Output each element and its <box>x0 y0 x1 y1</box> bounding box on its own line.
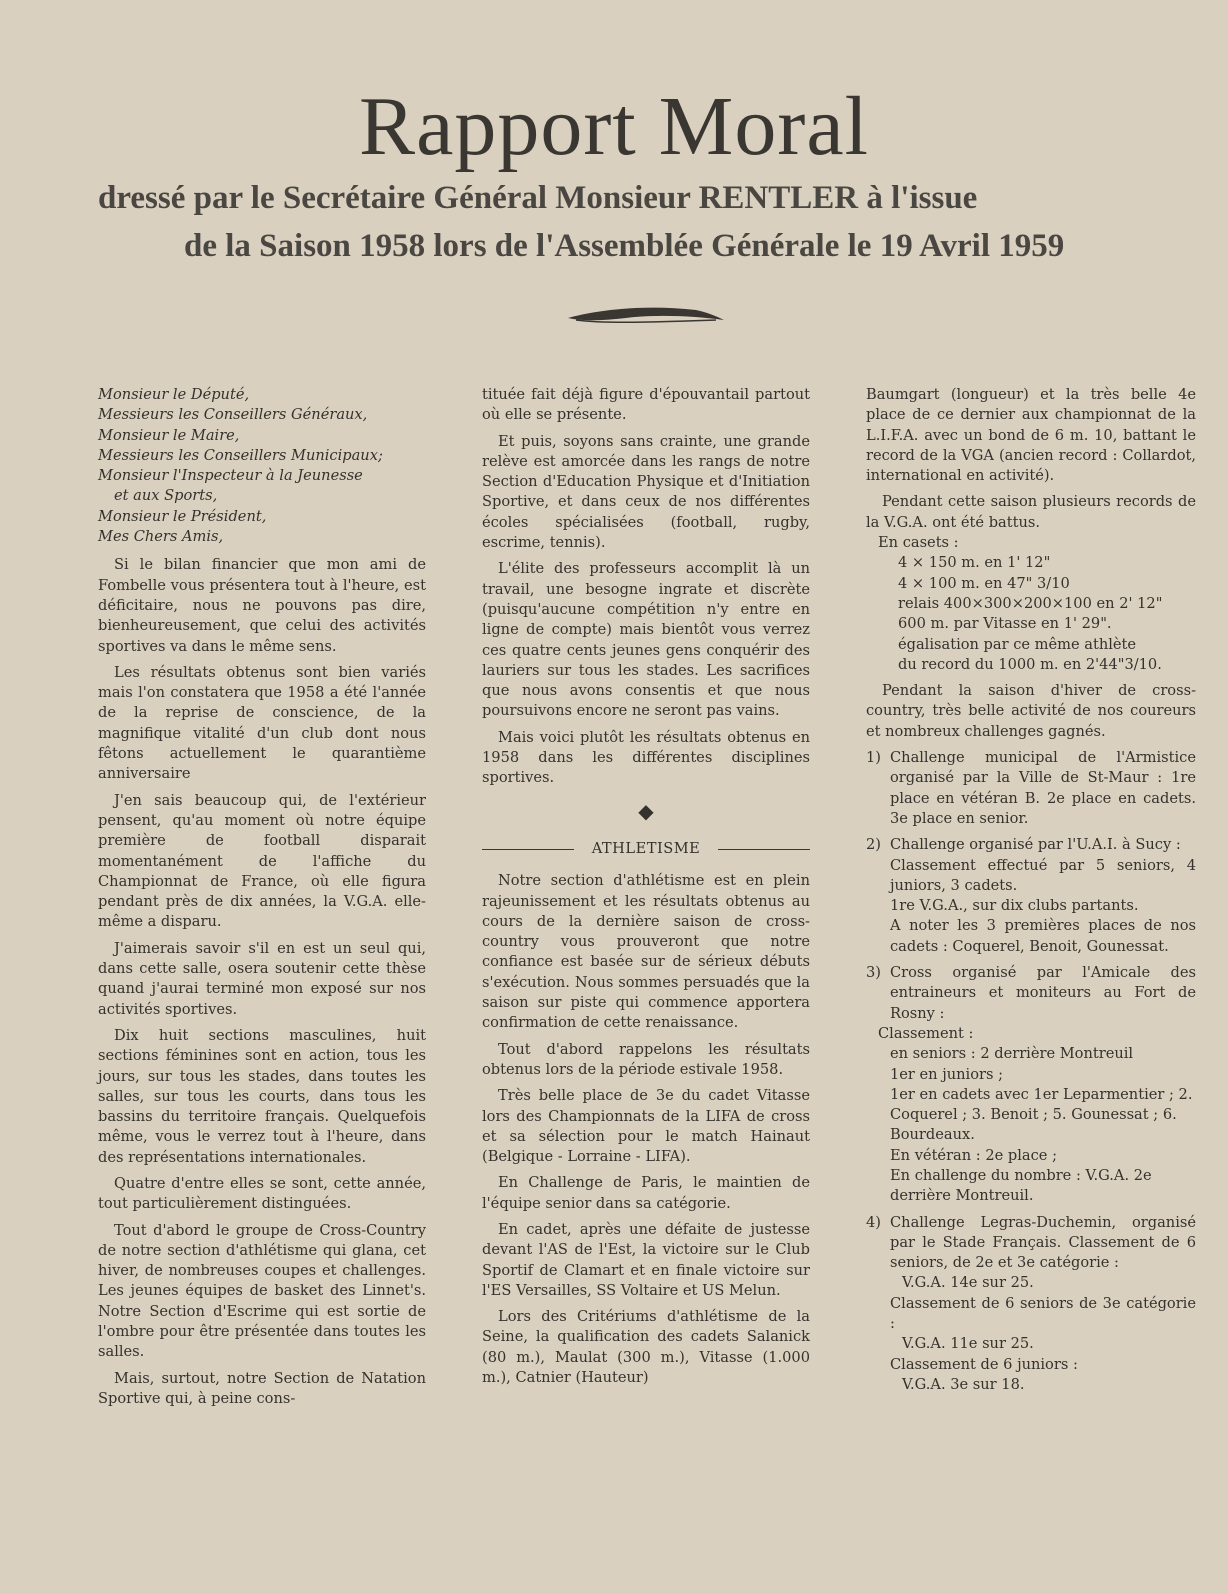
record-line: 4 × 100 m. en 47" 3/10 <box>898 574 1070 592</box>
paragraph: Baumgart (longueur) et la très belle 4e place de ce dernier aux championnat de la L.I.F.A. avec un bond de 6 m. 10, battant le record de la VGA (ancien record : Collardot, international en activité). <box>866 386 1196 485</box>
paragraph: L'élite des professeurs accomplit là un travail, une besogne ingrate et discrète (puisqu'aucune compétition n'y entre en ligne de compte) mais bientôt vous verrez ces quatre cents jeunes gens conquérir des lauriers sur tous les stades. Les sacrifices que nous avons consentis et que nous poursuivons encore ne seront pas vains. <box>482 560 810 720</box>
record-line: égalisation par ce même athlète <box>898 635 1137 653</box>
list-text: V.G.A. 11e sur 25. <box>902 1335 1034 1353</box>
list-number: 2) <box>866 836 881 854</box>
record-line: 4 × 150 m. en 1' 12" <box>898 554 1051 572</box>
list-item <box>866 748 1196 829</box>
paragraph: J'aimerais savoir s'il en est un seul qui, dans cette salle, osera soutenir cette thèse quand j'aurai terminé mon exposé sur nos activités sportives. <box>98 939 426 1018</box>
list-text: Cross organisé par l'Amicale des entraineurs et moniteurs au Fort de Rosny : <box>890 964 1196 1022</box>
paragraph: Lors des Critériums d'athlétisme de la Seine, la qualification des cadets Salanick (80 m.), Maulat (300 m.), Vitasse (1.000 m.), Catnier (Hauteur) <box>482 1308 810 1387</box>
paragraph: Et puis, soyons sans crainte, une grande relève est amorcée dans les rangs de notre Section d'Education Physique et d'Initiation Sportive, et dans ceux de nos différentes écoles spécialisées (football, rugby, escrime, tennis). <box>482 432 810 552</box>
ranking-details <box>866 1024 1196 1207</box>
record-line: du record du 1000 m. en 2'44"3/10. <box>898 655 1162 673</box>
diamond-icon: ◆ <box>638 798 654 823</box>
paragraph: Mais voici plutôt les résultats obtenus en 1958 dans les différentes disciplines sportives. <box>482 728 810 787</box>
paragraph: Tout d'abord le groupe de Cross-Country de notre section d'athlétisme qui glana, cet hiver, de nombreuses coupes et challenges. Les jeunes équipes de basket des Linnet's. Notre Section d'Escrime qui est sortie de l'ombre pour être présentée dans toutes les salles. <box>98 1221 426 1361</box>
list-text: Challenge municipal de l'Armistice organisé par la Ville de St-Maur : 1re place en vétéran B. 2e place en cadets. 3e place en senior. <box>890 749 1196 827</box>
list-text: 1re V.G.A., sur dix clubs partants. <box>890 897 1139 915</box>
list-number: 3) <box>866 964 881 982</box>
paragraph: Pendant la saison d'hiver de cross-country, très belle activité de nos coureurs et nombreux challenges gagnés. <box>866 682 1196 740</box>
detail-line: 1er en juniors ; <box>890 1065 1004 1083</box>
list-text: Challenge Legras-Duchemin, organisé par le Stade Français. Classement de 6 seniors, de 2e et 3e catégorie : <box>890 1213 1196 1272</box>
paragraph: Mais, surtout, notre Section de Natation Sportive qui, à peine cons- <box>98 1369 426 1407</box>
paragraph: Très belle place de 3e du cadet Vitasse lors des Championnats de la LIFA de cross et sa sélection pour le match Hainaut (Belgique - Lorraine - LIFA). <box>482 1087 810 1166</box>
paragraph: Pendant cette saison plusieurs records de la V.G.A. ont été battus. <box>866 493 1196 531</box>
salutation-line: Messieurs les Conseillers Généraux, <box>98 406 368 424</box>
salutation-line: Monsieur le Député, <box>98 386 250 403</box>
paragraph: Les résultats obtenus sont bien variés mais l'on constatera que 1958 a été l'année de la reprise de conscience, de la magnifique vitalité d'un club dont nous fêtons actuellement le quarantième anniversaire <box>98 663 426 783</box>
list-text: Challenge organisé par l'U.A.I. à Sucy : <box>890 836 1181 854</box>
paragraph: Tout d'abord rappelons les résultats obtenus lors de la période estivale 1958. <box>482 1040 810 1078</box>
paragraph: J'en sais beaucoup qui, de l'extérieur pensent, qu'au moment où notre équipe première de football disparait momentanément de l'affiche du Championnat de France, où elle figura pendant près de dix années, la V.G.A. elle-même a disparu. <box>98 791 426 931</box>
detail-line: 1er en cadets avec 1er Leparmentier ; 2. Coquerel ; 3. Benoit ; 5. Gounessat ; 6. Bourdeaux. <box>890 1085 1193 1144</box>
paragraph: En Challenge de Paris, le maintien de l'équipe senior dans sa catégorie. <box>482 1174 810 1212</box>
list-number: 1) <box>866 749 881 767</box>
column-1 <box>98 385 426 1415</box>
detail-line: En vétéran : 2e place ; <box>890 1146 1057 1164</box>
subtitle-line-1: dressé par le Secrétaire Général Monsieur RENTLER à l'issue <box>98 180 978 216</box>
page-title: Rapport Moral <box>359 80 869 173</box>
detail-line: en seniors : 2 derrière Montreuil <box>890 1045 1134 1063</box>
list-item <box>866 1213 1196 1396</box>
salutation-line: Monsieur le Maire, <box>98 426 240 444</box>
salutation-line: Monsieur l'Inspecteur à la Jeunesse <box>98 467 363 485</box>
paragraph: Si le bilan financier que mon ami de Fombelle vous présentera tout à l'heure, est déficitaire, nous ne pouvons pas dire, bienheureusement, que celui des activités sportives va dans le même sens. <box>98 556 426 655</box>
list-text: Classement effectué par 5 seniors, 4 juniors, 3 cadets. <box>890 856 1196 894</box>
salutations <box>98 385 426 547</box>
paragraph: tituée fait déjà figure d'épouvantail partout où elle se présente. <box>482 386 810 424</box>
subtitle-line-2: de la Saison 1958 lors de l'Assemblée Générale le 19 Avril 1959 <box>184 228 1065 264</box>
column-3 <box>866 385 1196 1401</box>
detail-line: Classement : <box>878 1024 974 1042</box>
salutation-line: Monsieur le Président, <box>98 507 267 525</box>
list-text: A noter les 3 premières places de nos cadets : Coquerel, Benoit, Gounessat. <box>890 917 1196 955</box>
list-text: V.G.A. 3e sur 18. <box>902 1375 1025 1393</box>
list-number: 4) <box>866 1213 881 1231</box>
record-line: 600 m. par Vitasse en 1' 29". <box>898 615 1112 633</box>
salutation-line: et aux Sports, <box>114 487 218 505</box>
list-item <box>866 835 1196 957</box>
paragraph: Notre section d'athlétisme est en plein rajeunissement et les résultats obtenus au cours de la dernière saison de cross-country vous prouveront que notre confiance est basée sur de sérieux débuts s'exécution. Nous sommes persuadés que la saison sur piste qui commence apportera confirmation de cette renaissance. <box>482 872 810 1032</box>
section-heading <box>482 839 810 859</box>
ornament-divider <box>566 300 726 330</box>
column-2 <box>482 385 810 1394</box>
salutation-line: Messieurs les Conseillers Municipaux; <box>98 446 383 464</box>
rule-left <box>482 849 574 850</box>
list-item <box>866 963 1196 1024</box>
paragraph: Quatre d'entre elles se sont, cette année, tout particulièrement distinguées. <box>98 1174 426 1213</box>
detail-line: En challenge du nombre : V.G.A. 2e derrière Montreuil. <box>890 1166 1152 1205</box>
list-text: V.G.A. 14e sur 25. <box>902 1274 1034 1292</box>
rule-right <box>718 849 810 850</box>
section-title: ATHLETISME <box>591 839 701 857</box>
paragraph: En cadet, après une défaite de justesse devant l'AS de l'Est, la victoire sur le Club Sportif de Clamart et en finale victoire sur l'ES Versailles, SS Voltaire et US Melun. <box>482 1220 810 1299</box>
casets-label: En casets : <box>878 534 959 552</box>
paragraph: Dix huit sections masculines, huit sections féminines sont en action, tous les jours, sur tous les stades, dans toutes les salles, sur tous les courts, dans tous les bassins du territoire français. Quelquefois même, vous le verrez tout à l'heure, dans des représentations internationales. <box>98 1026 426 1166</box>
record-line: relais 400×300×200×100 en 2' 12" <box>898 594 1163 612</box>
salutation-line: Mes Chers Amis, <box>98 528 224 546</box>
list-text: Classement de 6 juniors : <box>890 1355 1078 1373</box>
list-text: Classement de 6 seniors de 3e catégorie : <box>890 1294 1196 1333</box>
records-list <box>866 553 1196 675</box>
